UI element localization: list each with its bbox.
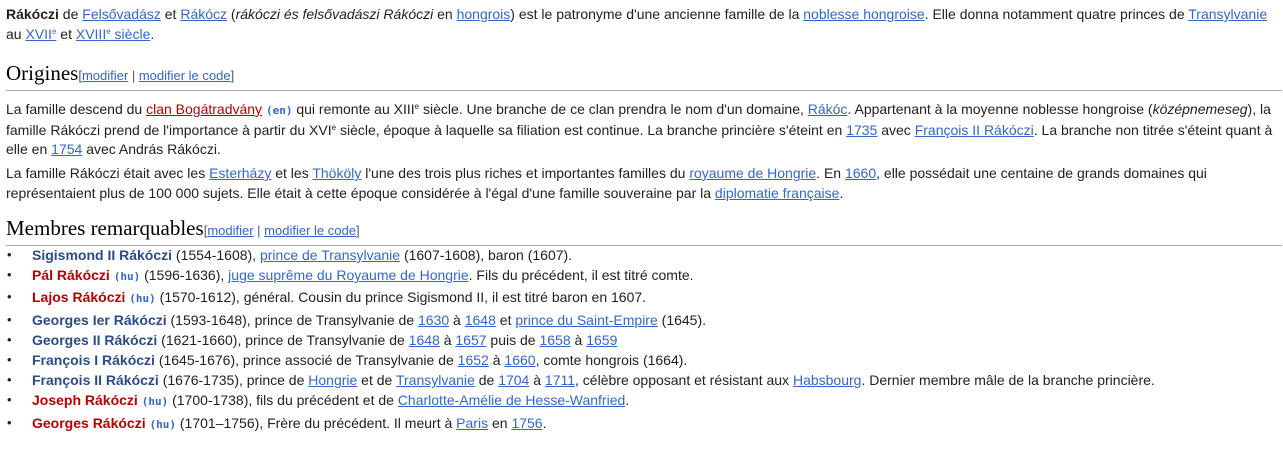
- text: siècle. Une branche de ce clan prendra le nom d'un domaine,: [419, 101, 808, 117]
- text: (1593-1648), prince de Transylvanie de: [166, 311, 418, 328]
- link[interactable]: 1660: [504, 352, 536, 369]
- text: (1554-1608),: [172, 247, 260, 263]
- text: (1621-1660), prince de Transylvanie de: [157, 331, 409, 348]
- edit-source-link[interactable]: modifier le code: [138, 68, 231, 83]
- edit-link[interactable]: modifier: [81, 68, 129, 83]
- link[interactable]: 1756: [511, 414, 543, 431]
- text: , comte hongrois (1664).: [535, 352, 688, 369]
- text: et: [56, 25, 76, 42]
- section-heading-membres: [6, 215, 1282, 246]
- separator: |: [253, 223, 265, 238]
- text: (: [227, 6, 236, 22]
- edit-link[interactable]: modifier: [207, 223, 254, 238]
- text: (1596-1636),: [140, 267, 229, 284]
- list-item: [6, 245, 1276, 265]
- members-list: [6, 245, 1276, 435]
- link-thokoly[interactable]: Thököly: [312, 165, 362, 181]
- text: , elle possédait une centaine de grands domaines qui représentaient plus de 100 000 sujets. Elle était à cette époque considérée à l'égal d'une famille souveraine par la: [6, 165, 1207, 201]
- text: et les: [271, 165, 313, 181]
- article-subject: Rákóczi: [6, 6, 59, 22]
- superscript: e: [331, 122, 337, 132]
- link[interactable]: 1648: [464, 311, 496, 328]
- origines-paragraph-1: [6, 100, 1278, 160]
- text: La famille Rákóczi était avec les: [6, 165, 210, 181]
- text: siècle, époque à laquelle sa filiation est continue. La branche princière s'éteint en: [336, 121, 847, 138]
- list-item: [6, 413, 1276, 435]
- text: puis de: [486, 331, 540, 348]
- member-link[interactable]: Pál Rákóczi: [32, 267, 110, 284]
- separator: |: [128, 68, 139, 83]
- bracket: ]: [355, 223, 360, 238]
- bracket: [: [203, 223, 208, 238]
- link-noblesse-hongroise[interactable]: noblesse hongroise: [803, 6, 925, 22]
- text: (1701–1756), Frère du précédent. Il meurt à: [176, 414, 457, 431]
- text: . En: [816, 165, 845, 181]
- link[interactable]: Charlotte-Amélie de Hesse-Wanfried: [397, 392, 626, 409]
- origines-paragraph-2: [6, 164, 1278, 203]
- text: . Dernier membre mâle de la branche princière.: [861, 372, 1155, 389]
- intro-paragraph: [6, 5, 1278, 44]
- text: de: [58, 6, 83, 22]
- text: (1700-1738), fils du précédent et de: [168, 392, 398, 409]
- link-xvii-siecle[interactable]: [25, 26, 56, 42]
- edit-section-links: [204, 223, 360, 238]
- text: et: [160, 6, 181, 22]
- text: , célèbre opposant et résistant aux: [575, 372, 793, 389]
- link[interactable]: Transylvanie: [395, 372, 475, 389]
- text: à: [529, 372, 545, 389]
- text: .: [150, 25, 155, 42]
- link[interactable]: 1657: [455, 331, 487, 348]
- list-item: [6, 287, 1276, 309]
- text: qui remonte au XIII: [292, 101, 415, 117]
- text: . Fils du précédent, il est titré comte.: [468, 267, 694, 284]
- link-xviii-siecle[interactable]: [76, 26, 151, 42]
- list-item: [6, 330, 1276, 350]
- text: La famille descend du: [6, 101, 147, 117]
- heading-text: Origines: [6, 61, 79, 85]
- link[interactable]: Habsbourg: [792, 372, 862, 389]
- bracket: ]: [230, 68, 235, 83]
- text: en: [488, 414, 512, 431]
- link-1660[interactable]: 1660: [844, 165, 877, 181]
- bracket: [: [78, 68, 82, 83]
- member-link[interactable]: Sigismond II Rákóczi: [32, 247, 173, 263]
- link-text: siècle: [110, 25, 151, 42]
- text: de: [474, 372, 499, 389]
- text: (1570-1612), général. Cousin du prince Sigismond II, il est titré baron en 1607.: [155, 289, 647, 306]
- text: (1676-1735), prince de: [158, 372, 309, 389]
- link[interactable]: prince du Saint-Empire: [515, 311, 658, 328]
- link[interactable]: 1648: [408, 331, 440, 348]
- italic-text: középnemeseg: [1152, 101, 1248, 117]
- language-badge[interactable]: (hu): [141, 395, 169, 409]
- link[interactable]: 1711: [544, 372, 576, 389]
- link-text: XVIII: [75, 25, 107, 42]
- list-item: [6, 370, 1276, 390]
- superscript: e: [414, 102, 420, 111]
- text: avec: [877, 121, 915, 138]
- link[interactable]: Paris: [456, 414, 489, 431]
- member-link[interactable]: Georges Ier Rákóczi: [32, 311, 167, 328]
- link[interactable]: 1658: [539, 331, 571, 348]
- link-rakocz[interactable]: Rákócz: [180, 6, 228, 22]
- list-item: [6, 310, 1276, 330]
- italic-text: rákóczi és felsővadászi Rákóczi: [235, 6, 434, 22]
- text: .: [625, 392, 630, 409]
- list-item: [6, 350, 1276, 370]
- text: l'une des trois plus riches et importantes familles du: [361, 165, 690, 181]
- link[interactable]: 1652: [457, 352, 489, 369]
- text: (1645-1676), prince associé de Transylvanie de: [154, 352, 458, 369]
- text: avec András Rákóczi.: [82, 141, 221, 157]
- superscript: e: [51, 26, 57, 36]
- text: . Appartenant à la moyenne noblesse hongroise (: [847, 101, 1153, 117]
- link[interactable]: 1704: [498, 372, 530, 389]
- link-hongrois[interactable]: hongrois: [456, 6, 511, 22]
- superscript: e: [106, 26, 111, 36]
- language-badge[interactable]: (en): [265, 104, 293, 117]
- text: . Elle donna notamment quatre princes de: [924, 6, 1189, 22]
- link[interactable]: juge suprême du Royaume de Hongrie: [228, 267, 469, 284]
- edit-section-links: [78, 68, 234, 83]
- link-diplomatie-francaise[interactable]: diplomatie française: [714, 184, 840, 201]
- text: à: [570, 331, 587, 348]
- link[interactable]: 1630: [418, 311, 450, 328]
- list-item: [6, 265, 1276, 287]
- text: au: [6, 25, 26, 42]
- link-1735[interactable]: 1735: [846, 121, 878, 138]
- text: .: [542, 414, 547, 431]
- member-link[interactable]: François I Rákóczi: [32, 352, 155, 369]
- member-link[interactable]: Georges Rákóczi: [32, 414, 146, 431]
- link[interactable]: 1659: [586, 331, 618, 348]
- text: (1645).: [657, 311, 707, 328]
- list-item: [6, 390, 1276, 412]
- language-badge[interactable]: (hu): [149, 417, 176, 431]
- link-francois-ii-rakoczi[interactable]: François II Rákóczi: [914, 121, 1034, 138]
- link[interactable]: Hongrie: [308, 372, 358, 389]
- link-text: XVII: [25, 25, 52, 42]
- link[interactable]: prince de Transylvanie: [259, 247, 401, 263]
- member-link[interactable]: François II Rákóczi: [32, 372, 159, 389]
- link-transylvanie[interactable]: Transylvanie: [1188, 6, 1268, 22]
- member-link[interactable]: Joseph Rákóczi: [32, 392, 138, 409]
- text: et: [495, 311, 516, 328]
- text: ), la famille Rákóczi prend de l'importance à partir du XVI: [6, 101, 1271, 138]
- section-heading-origines: [6, 60, 1282, 91]
- text: à: [439, 331, 456, 348]
- text: et de: [357, 372, 396, 389]
- member-link[interactable]: Lajos Rákóczi: [32, 289, 126, 306]
- link-esterhazy[interactable]: Esterházy: [209, 165, 272, 181]
- edit-source-link[interactable]: modifier le code: [264, 223, 356, 238]
- text: (1607-1608), baron (1607).: [400, 247, 573, 263]
- text: . La branche non titrée s'éteint quant à elle en: [6, 121, 1273, 157]
- link-1754[interactable]: 1754: [51, 141, 83, 157]
- text: à: [488, 352, 505, 369]
- member-link[interactable]: Georges II Rákóczi: [32, 331, 158, 348]
- text: .: [839, 184, 844, 201]
- link-rakoc[interactable]: Rákóc: [807, 101, 848, 117]
- language-badge[interactable]: (hu): [113, 270, 141, 284]
- link-royaume-de-hongrie[interactable]: royaume de Hongrie: [689, 165, 817, 181]
- link-felsovadasz[interactable]: Felsővadász: [82, 6, 161, 22]
- text: ) est le patronyme d'une ancienne famille de la: [510, 6, 804, 22]
- link-clan-bogatradvany[interactable]: clan Bogátradvány: [146, 101, 263, 117]
- text: en: [433, 6, 457, 22]
- language-badge[interactable]: (hu): [129, 292, 156, 306]
- text: à: [449, 311, 465, 328]
- heading-text: Membres remarquables: [6, 216, 204, 240]
